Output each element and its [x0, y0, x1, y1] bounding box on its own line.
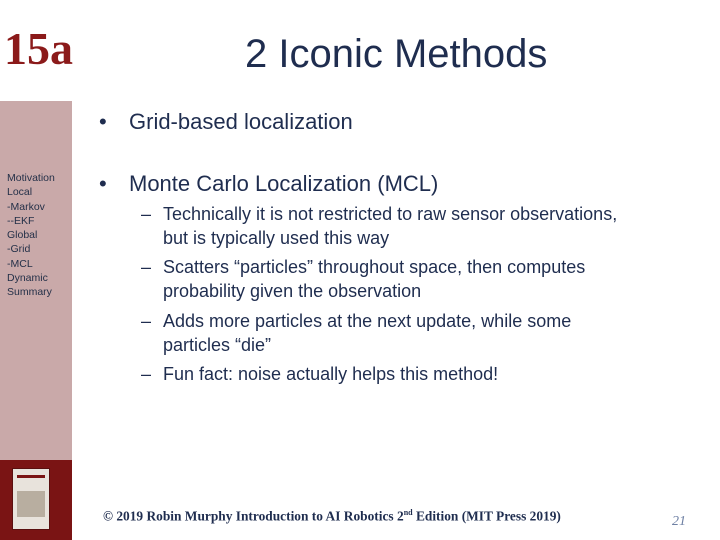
dash-icon: –	[141, 257, 152, 278]
bullet-text: Monte Carlo Localization (MCL)	[129, 171, 439, 196]
sub-bullet-item	[141, 310, 681, 357]
bullet-dot-icon: •	[99, 171, 107, 196]
dash-icon: –	[141, 364, 152, 385]
book-cover-icon	[0, 460, 72, 540]
footer-copyright-before: © 2019 Robin Murphy Introduction to AI Robotics 2	[103, 508, 404, 524]
sub-bullet-item	[141, 256, 681, 303]
book-cover-art	[17, 491, 45, 517]
footer-copyright-after: Edition (MIT Press 2019)	[412, 508, 561, 524]
sidebar-item-local: Local	[7, 186, 33, 199]
dash-icon: –	[141, 204, 152, 224]
chapter-badge: 15a	[4, 23, 73, 74]
sidebar-item-dynamic: Dynamic	[7, 272, 48, 285]
sub-bullet-line: Scatters “particles” throughout space, then computes	[163, 257, 586, 278]
sidebar-nav	[7, 171, 71, 300]
sidebar-item-summary: Summary	[7, 286, 52, 299]
sidebar-item-grid: -Grid	[7, 243, 31, 256]
sidebar-item-motivation: Motivation	[7, 172, 55, 184]
footer-copyright	[103, 508, 561, 524]
bullet-text: Grid-based localization	[129, 109, 353, 134]
slide-title: 2 Iconic Methods	[245, 32, 548, 76]
sidebar-item-mcl: -MCL	[7, 257, 33, 270]
sub-bullet-line: Adds more particles at the next update, while some	[163, 310, 572, 331]
book-cover-band	[17, 475, 45, 478]
bullet-item	[99, 171, 438, 197]
sub-bullet-line: probability given the observation	[163, 281, 422, 302]
sub-bullet-line: particles “die”	[163, 334, 272, 355]
sub-bullet-line: Technically it is not restricted to raw sensor observations,	[163, 204, 618, 224]
bullet-dot-icon: •	[99, 109, 107, 134]
sub-bullet-item	[141, 363, 681, 387]
bullet-item	[99, 109, 353, 135]
book-cover-page	[12, 468, 50, 530]
dash-icon: –	[141, 310, 152, 331]
footer-copyright-sup: nd	[403, 508, 413, 517]
sidebar-item-ekf: --EKF	[7, 214, 35, 227]
page-number: 21	[672, 514, 686, 529]
sub-bullet-list	[141, 203, 681, 393]
sub-bullet-item	[141, 203, 681, 250]
sub-bullet-line: Fun fact: noise actually helps this method!	[163, 364, 499, 385]
sidebar-item-global: Global	[7, 229, 38, 242]
sidebar-item-markov: -Markov	[7, 200, 45, 213]
sub-bullet-line: but is typically used this way	[163, 227, 390, 248]
